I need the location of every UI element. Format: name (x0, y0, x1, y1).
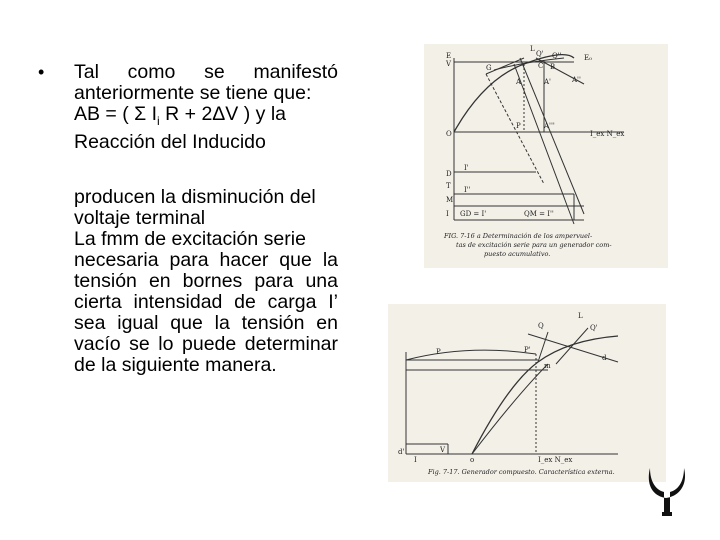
fig2-label-i: I (414, 456, 417, 464)
formula-rest: R + 2ΔV ) y la (159, 103, 286, 125)
fig1-label-p: P (516, 122, 521, 130)
formula-text: AB = ( Σ I (74, 103, 158, 125)
fig2-label-p-prime: P' (524, 346, 531, 354)
fig1-axis-label: I_ex N_ex (590, 130, 625, 138)
figure2-drawing (388, 304, 666, 482)
fig2-label-p: P (436, 348, 441, 356)
para-line: sea igual que la tensión en (74, 312, 338, 334)
fig1-label-t: T (446, 182, 451, 190)
fig1-label-i: I (446, 210, 449, 218)
para-line: de la siguiente manera. (74, 354, 277, 376)
fig1-label-d: D (446, 170, 452, 178)
fig1-label-e: E (446, 52, 452, 60)
intro-line-1: Tal como se manifestó (74, 61, 338, 83)
explanation-paragraph (74, 187, 338, 376)
formula-line (74, 104, 338, 132)
fig1-label-l: L (530, 45, 535, 53)
fig2-label-l: L (578, 312, 583, 320)
fig1-label-q-double: Q'' (552, 52, 562, 60)
fig1-label-a: A (516, 78, 522, 86)
fig1-label-i-double: I'' (464, 186, 471, 194)
fig1-caption-line: tas de excitación serie para un generador com- (456, 241, 612, 249)
fig1-label-i-prime: I' (464, 164, 469, 172)
fig2-label-m: m (544, 362, 551, 370)
fig2-label-q-prime: Q' (590, 324, 598, 332)
fig1-label-a-double: A'' (572, 76, 581, 84)
para-line: La fmm de excitación serie (74, 228, 306, 250)
figure1-drawing (424, 44, 668, 268)
fig2-label-q: Q (538, 322, 544, 330)
para-line: voltaje terminal (74, 207, 206, 229)
para-line: tensión en bornes para una (74, 270, 338, 292)
fig2-label-v: V (440, 446, 446, 454)
formula-subscript: i (157, 113, 160, 128)
intro-line-2: anteriormente se tiene que: (74, 82, 312, 104)
para-line: vacío se lo puede determinar (74, 333, 338, 355)
fig1-label-o: O (446, 130, 452, 138)
fig1-label-g: G (486, 64, 492, 72)
fig1-caption-line: FIG. 7-16 a Determinación de los ampervuel- (444, 232, 593, 240)
fig2-axis-label: I_ex N_ex (538, 456, 573, 464)
fig1-label-v: V (446, 60, 452, 68)
fig1-label-qm: QM = I'' (524, 210, 554, 218)
bullet-paragraph (38, 62, 338, 153)
institution-logo-icon (644, 462, 690, 518)
bullet-text (74, 62, 338, 153)
fig1-label-m: M (446, 196, 454, 204)
para-line: cierta intensidad de carga I’ (74, 291, 338, 313)
fig2-label-o: o (470, 456, 475, 464)
figure-external-characteristic (388, 304, 666, 482)
para-line: producen la disminución del (74, 186, 316, 208)
fig1-label-a-triple: A''' (544, 122, 555, 130)
fig2-label-d: d (602, 354, 607, 362)
fig1-label-q: Q' (536, 50, 544, 58)
fig2-label-d-prime: d' (398, 448, 405, 456)
bullet-marker: • (38, 62, 45, 82)
fig1-label-b: B (550, 63, 556, 71)
fig2-caption: Fig. 7-17. Generador compuesto. Característica externa. (428, 468, 615, 476)
fig1-label-gd: GD = I' (460, 210, 487, 218)
para-line: necesaria para hacer que la (74, 249, 338, 271)
fig1-caption-line: puesto acumulativo. (484, 250, 551, 258)
fig1-label-c: C (538, 62, 544, 70)
fig1-label-a-prime: A' (544, 78, 551, 86)
fig1-label-e0: E₀ (584, 54, 592, 62)
formula-line-2: Reacción del Inducido (74, 130, 266, 153)
figure-series-excitation-diagram (424, 44, 668, 268)
